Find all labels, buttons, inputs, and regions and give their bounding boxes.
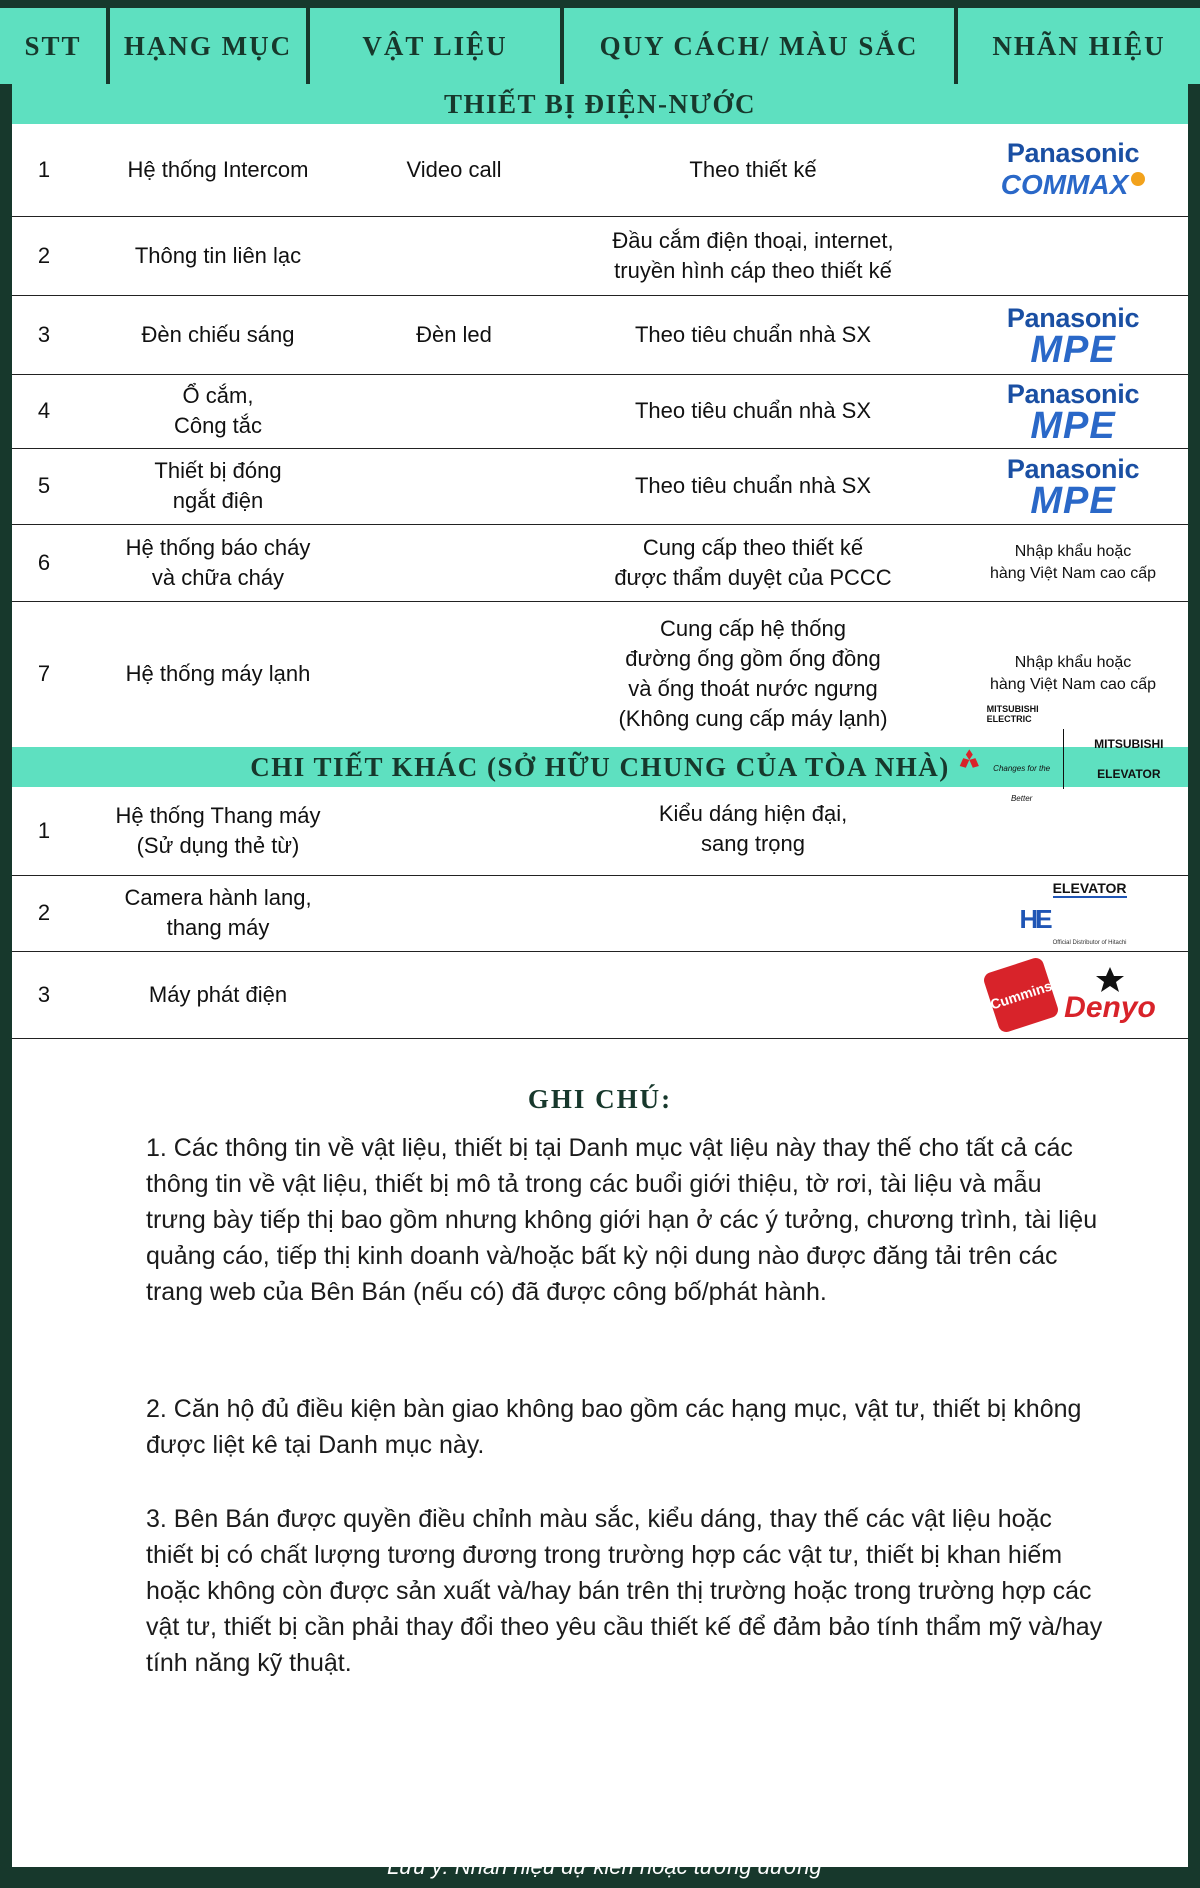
table-row [12,374,1188,449]
header-brand: NHÃN HIỆU [958,8,1200,84]
row-spec: Theo tiêu chuẩn nhà SX [634,321,872,347]
section-electric: THIẾT BỊ ĐIỆN-NƯỚC [12,84,1188,124]
mpe-logo: MPE [1030,405,1116,447]
brand-text: Nhập khẩu hoặc hàng Việt Nam cao cấp [989,654,1157,693]
mitsubishi-slogan: Changes for the Better [993,764,1051,803]
row-item: Hệ thống Intercom [127,157,309,182]
row-material [360,787,548,875]
row-item: Thiết bị đóng ngắt điện [154,458,282,513]
note-item: 1. Các thông tin về vật liệu, thiết bị tại Danh mục vật liệu này thay thế cho tất cả các thông tin về vật liệu, thiết bị mô tả trong các buổi giới thiệu, tờ rơi, tài liệu và mẫu trưng bày tiếp thị bao gồm nhưng không giới hạn ở các ý tưởng, chương trình, tài liệu quảng cáo, tiếp thị kinh doanh và/hoặc bất kỳ nội dung nào được đăng tải trên các trang web của Bên Bán (nếu có) đã được công bố/phát hành. [146,1134,1098,1306]
panasonic-logo: Panasonic [1006,454,1140,484]
row-material [360,601,548,747]
panasonic-logo: Panasonic [1006,302,1140,333]
note-item: 2. Căn hộ đủ điều kiện bàn giao không bao gồm các hạng mục, vật tư, thiết bị không được liệt kê tại Danh mục này. [146,1395,1082,1459]
row-spec: Kiểu dáng hiện đại, sang trọng [658,801,848,856]
brand-logos [958,951,1188,1038]
he-sub: Official Distributor of Hitachi [1052,940,1127,946]
row-material [360,216,548,295]
table-row [12,124,1188,217]
row-spec: Đầu cắm điện thoại, internet, truyền hình cáp theo thiết kế [612,227,894,283]
commax-logo [1001,168,1146,202]
panasonic-logo: Panasonic [1006,138,1140,168]
table-row [12,951,1188,1039]
row-material [360,951,548,1038]
row-material [360,524,548,601]
row-item: Camera hành lang, thang máy [124,885,312,940]
content-sheet [12,84,1188,1867]
table-row [12,875,1188,952]
footer-note: *Lưu ý: Nhãn hiệu dự kiến hoặc tương đương [378,1854,822,1879]
row-spec [548,951,958,1038]
row-stt: 5 [37,473,51,498]
row-spec [548,875,958,951]
mitsubishi-name: MITSUBISHI ELECTRIC [986,704,1039,724]
row-stt: 3 [37,321,51,347]
table-row [12,524,1188,602]
mitsubishi-elevator: MITSUBISHI ELEVATOR [1063,729,1188,789]
brand-logos [958,374,1188,448]
mpe-logo: MPE [1030,328,1116,371]
brand-logos [958,448,1188,524]
denyo-logo-text: Denyo [1064,990,1156,1024]
row-stt: 3 [37,981,51,1007]
he-mark: HE [1019,904,1050,934]
row-spec: Cung cấp theo thiết kế được thẩm duyệt của PCCC [614,534,892,590]
row-item: Ổ cắm, Công tắc [173,383,263,438]
row-item: Hệ thống báo cháy và chữa cháy [125,534,311,590]
table-row [12,216,1188,296]
brand-logos [958,124,1188,216]
he-elevator-name: ELEVATOR [1052,880,1127,896]
row-stt: 7 [37,661,51,686]
row-stt: 2 [37,900,51,925]
brand-logos [958,704,1188,946]
row-spec: Theo tiêu chuẩn nhà SX [634,473,872,498]
brand-empty [958,216,1188,295]
table-row [12,295,1188,375]
note-item: 3. Bên Bán được quyền điều chỉnh màu sắc, kiểu dáng, thay thế các vật liệu hoặc thiết bị có chất lượng tương đương trong trường hợp các vật tư, thiết bị khan hiếm hoặc không còn được sản xuất và/hay bán trên thị trường hoặc trong trường hợp các vật tư, thiết bị cần phải thay đổi theo yêu cầu thiết kế để đảm bảo tính thẩm mỹ và/hay tính năng kỹ thuật. [146,1505,1103,1677]
header-material: VẬT LIỆU [310,8,560,84]
commax-logo-text: COMMAX [1000,169,1129,200]
row-material: Video call [406,157,502,182]
section-other: CHI TIẾT KHÁC (SỞ HỮU CHUNG CỦA TÒA NHÀ) [12,747,1188,787]
denyo-logo [1064,967,1156,1023]
row-item: Đèn chiếu sáng [141,321,295,347]
row-material: Đèn led [416,321,492,347]
row-spec: Cung cấp hệ thống đường ống gồm ống đồng và ống thoát nước ngưng (Không cung cấp máy lạnh) [618,616,888,731]
row-item: Thông tin liên lạc [134,242,302,268]
brand-text: Nhập khẩu hoặc hàng Việt Nam cao cấp [989,542,1157,582]
brand-empty [958,875,1188,951]
row-material [360,374,548,448]
row-material [360,448,548,524]
mpe-logo: MPE [1030,480,1116,522]
mitsubishi-logo [958,674,1188,844]
table-row [12,448,1188,525]
panasonic-logo: Panasonic [1006,379,1140,409]
row-material [360,875,548,951]
cummins-logo: Cummins [982,955,1060,1033]
denyo-mark-icon [1095,967,1125,993]
table-header [0,0,1200,92]
header-item: HẠNG MỤC [110,8,306,84]
header-stt: STT [0,8,106,84]
vn-dot-icon [1131,172,1145,186]
row-stt: 1 [37,818,51,843]
row-stt: 4 [37,398,51,423]
generator-logos [990,964,1156,1026]
mitsubishi-diamonds-icon [958,748,981,770]
row-stt: 1 [37,157,51,182]
header-spec: QUY CÁCH/ MÀU SẮC [564,8,954,84]
brand-logos [958,295,1188,374]
notes-title: GHI CHÚ: [527,1084,673,1114]
row-item: Hệ thống Thang máy (Sử dụng thẻ từ) [115,803,321,858]
row-spec: Theo thiết kế [689,157,817,182]
row-stt: 6 [37,549,51,575]
row-stt: 2 [37,242,51,268]
row-item: Hệ thống máy lạnh [125,661,311,686]
row-item: Máy phát điện [148,981,288,1007]
row-spec: Theo tiêu chuẩn nhà SX [634,398,872,423]
